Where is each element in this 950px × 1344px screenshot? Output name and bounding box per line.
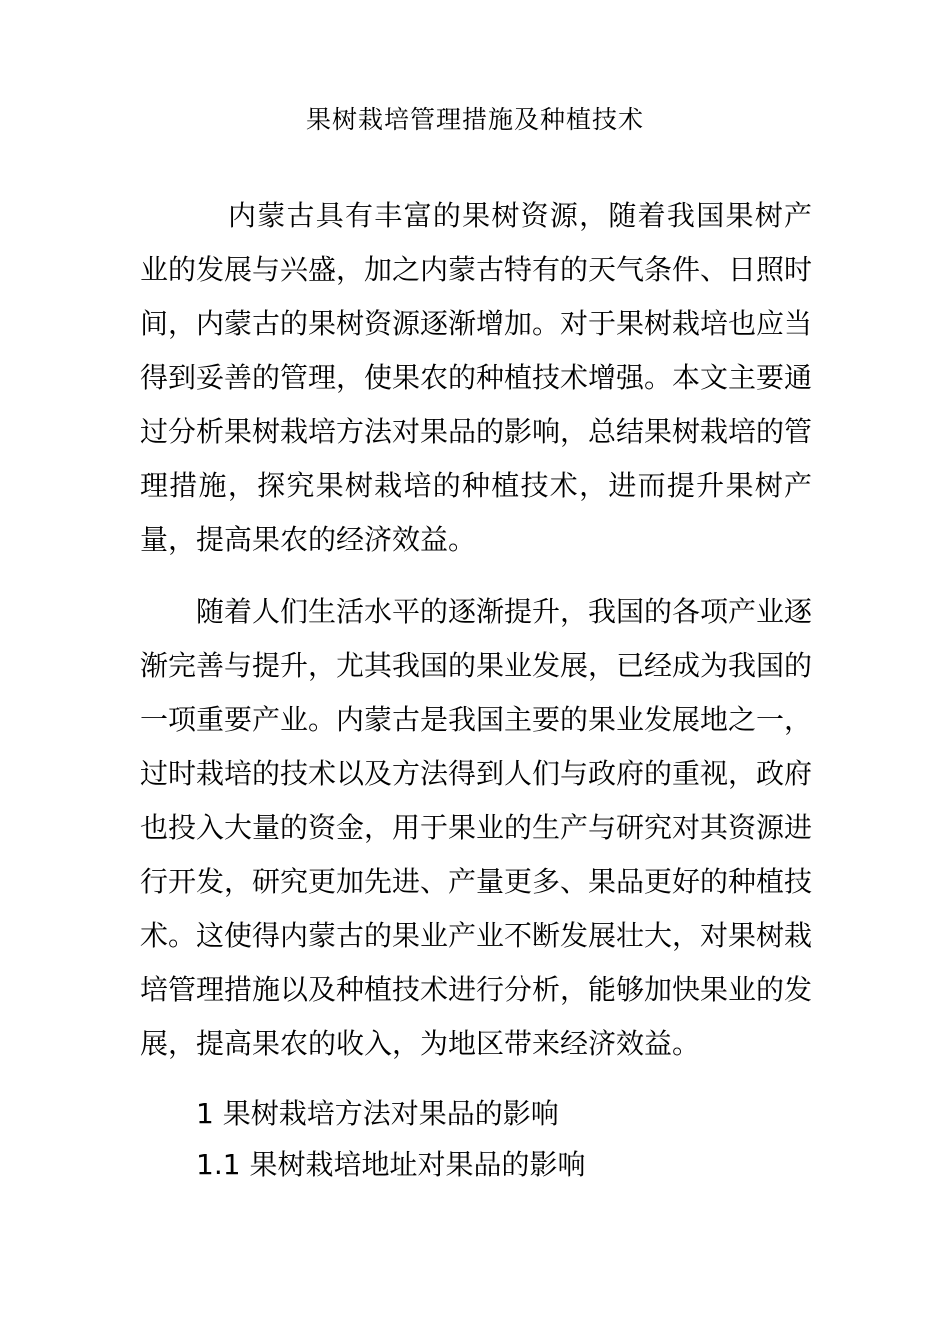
abstract-paragraph: 内蒙古具有丰富的果树资源，随着我国果树产业的发展与兴盛，加之内蒙古特有的天气条件、日照时间，内蒙古的果树资源逐渐增加。对于果树栽培也应当得到妥善的管理，使果农的种植技术增强。本文主要通过分析果树栽培方法对果品的影响，总结果树栽培的管理措施，探究果树栽培的种植技术，进而提升果树产量，提高果农的经济效益。 [140, 199, 813, 556]
section-number: 1 [196, 1097, 214, 1130]
section-number: 1.1 [196, 1148, 241, 1181]
section-title: 果树栽培方法对果品的影响 [222, 1097, 559, 1130]
section-heading-1-1 [196, 1138, 585, 1192]
introduction-paragraph: 随着人们生活水平的逐渐提升，我国的各项产业逐渐完善与提升，尤其我国的果业发展，已经成为我国的一项重要产业。内蒙古是我国主要的果业发展地之一，过时栽培的技术以及方法得到人们与政府的重视，政府也投入大量的资金，用于果业的生产与研究对其资源进行开发，研究更加先进、产量更多、果品更好的种植技术。这使得内蒙古的果业产业不断发展壮大，对果树栽培管理措施以及种植技术进行分析，能够加快果业的发展，提高果农的收入，为地区带来经济效益。 [140, 595, 813, 1060]
document-title: 果树栽培管理措施及种植技术 [305, 105, 644, 134]
section-title: 果树栽培地址对果品的影响 [249, 1148, 586, 1181]
section-heading-1 [196, 1087, 559, 1141]
